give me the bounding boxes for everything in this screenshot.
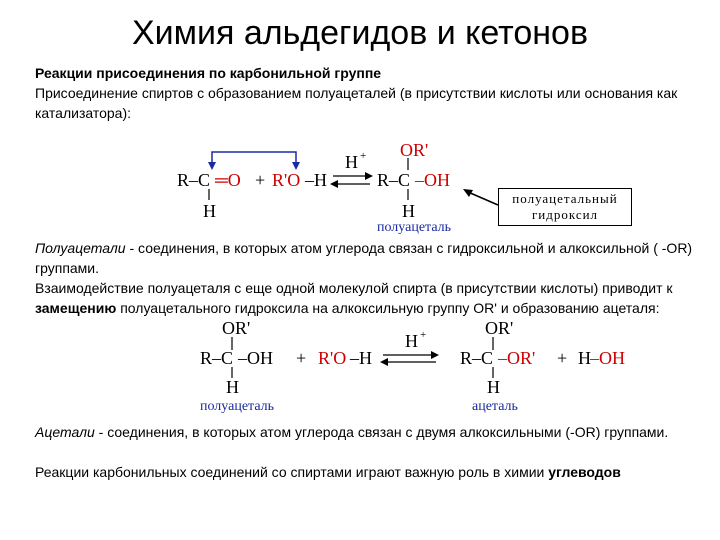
term-acetals: Ацетали bbox=[35, 424, 95, 440]
section-heading: Реакции присоединения по карбонильной группе bbox=[35, 65, 382, 81]
bracket-arrowhead-2 bbox=[292, 162, 300, 170]
r2-catalyst: H bbox=[405, 331, 418, 351]
page-title: Химия альдегидов и кетонов bbox=[131, 14, 589, 52]
hemiacetal-definition bbox=[35, 238, 695, 278]
product-label-hemiacetal: полуацеталь bbox=[377, 220, 452, 235]
catalyst-h: H bbox=[345, 152, 358, 172]
hemiacetal-hydroxyl-note bbox=[498, 188, 632, 226]
r2-product-plus: + bbox=[557, 348, 568, 368]
carbonyl-oxygen: ═O bbox=[215, 170, 241, 190]
acetal-h: H bbox=[487, 377, 500, 397]
final-paragraph: Реакции карбонильных соединений со спиртами играют важную роль в химии углеводов bbox=[35, 464, 621, 480]
acetal-or: –OR' bbox=[498, 348, 536, 368]
acetal-definition bbox=[35, 422, 695, 442]
water-h: H bbox=[578, 348, 591, 368]
note-line-1: полуацетальный bbox=[512, 191, 618, 206]
note-line-2: гидроксил bbox=[531, 207, 599, 222]
addition-bracket bbox=[212, 152, 296, 167]
plus-sign: + bbox=[255, 170, 266, 190]
product-oh: –OH bbox=[415, 170, 450, 190]
intro-paragraph: Присоединение спиртов с образованием полуацеталей (в присутствии кислоты или основания как катализатора): bbox=[35, 85, 678, 121]
bracket-arrowhead bbox=[208, 162, 216, 170]
acetal-rc: R–C bbox=[460, 348, 494, 368]
product-label-acetal: ацеталь bbox=[472, 399, 518, 414]
def1-text: - соединения, в которых атом углерода связан с гидроксильной и алкоксильной ( -OR) группами. bbox=[35, 240, 693, 276]
pointer-arrow bbox=[468, 192, 498, 205]
alcohol-ro: R'O bbox=[272, 170, 301, 190]
r2-or-top: OR' bbox=[222, 318, 251, 338]
r2-catalyst-plus: + bbox=[420, 329, 427, 341]
r2-rc: R–C bbox=[200, 348, 234, 368]
reactant-rc: R–C bbox=[177, 170, 211, 190]
r2-oh: –OH bbox=[238, 348, 273, 368]
term-hemiacetals: Полуацетали bbox=[35, 240, 126, 256]
acetal-or-top: OR' bbox=[485, 318, 514, 338]
r2-dash-h: –H bbox=[350, 348, 372, 368]
carbohydrates-term: углеводов bbox=[548, 464, 621, 480]
aldehyde-h: H bbox=[203, 201, 216, 221]
water-oh: –OH bbox=[590, 348, 625, 368]
r2-h: H bbox=[226, 377, 239, 397]
product-or: OR' bbox=[400, 140, 429, 160]
catalyst-plus: + bbox=[360, 150, 367, 162]
product-rc: R–C bbox=[377, 170, 411, 190]
substitution-term: замещению bbox=[35, 300, 117, 316]
r2-plus: + bbox=[296, 348, 307, 368]
alcohol-h: –H bbox=[305, 170, 327, 190]
reactant-label-hemiacetal: полуацеталь bbox=[200, 399, 275, 414]
def2-text: - соединения, в которых атом углерода связан с двумя алкоксильными (-OR) группами. bbox=[94, 424, 669, 440]
interaction-paragraph: Взаимодействие полуацеталя с еще одной молекулой спирта (в присутствии кислоты) приводит к замещению полуацетального гидроксила на алкоксильную группу OR' и образованию ацеталя: bbox=[35, 280, 673, 316]
r2-ro: R'O bbox=[318, 348, 347, 368]
product-h: H bbox=[402, 201, 415, 221]
